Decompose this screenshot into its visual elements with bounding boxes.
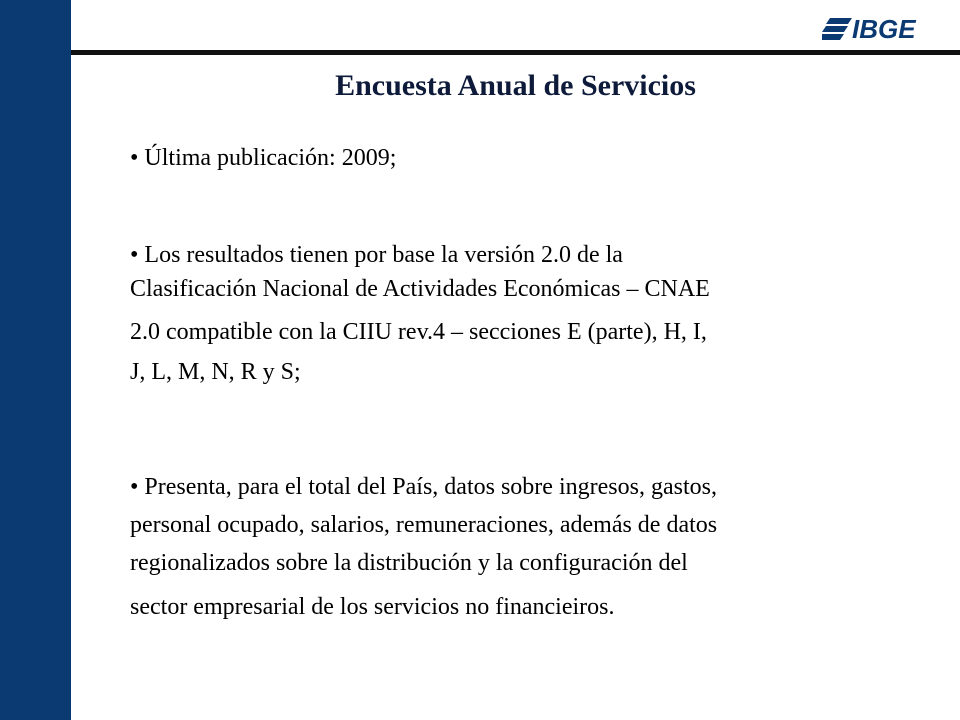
bullet-last-publication (130, 140, 396, 176)
bullet-line: sector empresarial de los servicios no financieiros. (130, 594, 615, 620)
bullet-line: 2.0 compatible con la CIIU rev.4 – secciones E (parte), H, I, (130, 319, 707, 345)
ibge-logo (822, 14, 942, 42)
bullet-line: personal ocupado, salarios, remuneraciones, además de datos (130, 512, 718, 538)
bullet-line: Clasificación Nacional de Actividades Económicas – CNAE (130, 276, 710, 302)
bullet-classification (130, 238, 710, 392)
bullet-line: • Presenta, para el total del País, datos sobre ingresos, gastos, (130, 474, 717, 500)
logo-stripes (822, 18, 852, 40)
sidebar-band (0, 0, 71, 720)
bullet-line: • Última publicación: 2009; (130, 145, 397, 171)
bullet-line: • Los resultados tienen por base la versión 2.0 de la (130, 242, 623, 268)
bullet-line: J, L, M, N, R y S; (130, 359, 301, 385)
slide-title: Encuesta Anual de Servicios (335, 69, 696, 102)
bullet-presentation (130, 468, 717, 626)
logo-text: IBGE (852, 14, 916, 42)
bullet-line: regionalizados sobre la distribución y la configuración del (130, 550, 688, 576)
ibge-logo-icon (822, 14, 942, 42)
header-divider (71, 50, 960, 55)
